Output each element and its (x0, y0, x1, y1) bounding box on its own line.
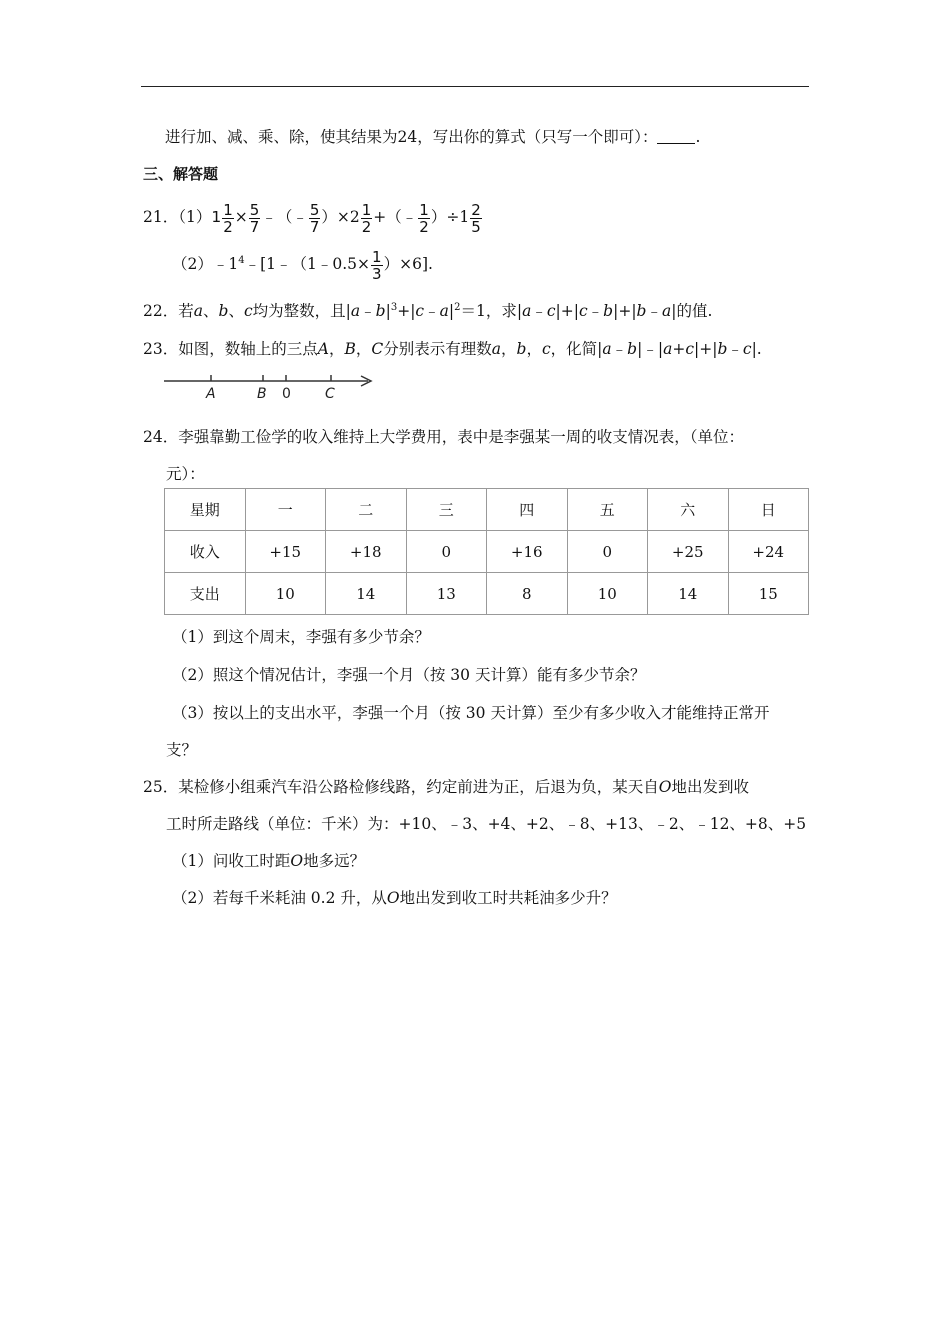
table-cell: 日 (728, 489, 809, 531)
table-cell: 一 (245, 489, 326, 531)
table-cell: +24 (728, 531, 809, 573)
label-b: B (257, 386, 267, 402)
table-cell: 二 (326, 489, 407, 531)
number-line (160, 370, 380, 404)
q24-sub1: （1）到这个周末，李强有多少节余？ (172, 628, 430, 646)
label-0: 0 (282, 386, 291, 402)
q25-line1: 25．某检修小组乘汽车沿公路检修线路，约定前进为正，后退为负，某天自O地出发到收 (143, 778, 749, 796)
q23: 23．如图，数轴上的三点A，B，C分别表示有理数a，b，c，化简|a﹣b|﹣|a+c|+|b﹣c|. (143, 340, 762, 358)
fraction: $\frac{1}{3}$ (372, 247, 382, 283)
q20-tail: 进行加、减、乘、除，使其结果为24，写出你的算式（只写一个即可）： . (165, 128, 701, 146)
table-cell: 六 (648, 489, 729, 531)
table-cell: 0 (406, 531, 487, 573)
label-a: A (206, 386, 216, 402)
table-row-header (165, 489, 809, 531)
table-cell: +25 (648, 531, 729, 573)
header-rule (141, 86, 809, 87)
table-cell: 四 (487, 489, 568, 531)
table-cell: 14 (326, 573, 407, 615)
fraction: $\frac{1}{2}$ (361, 200, 372, 236)
q22: 22．若a、b、c均为整数，且$|a﹣b|^3+|c﹣a|^2=1$，求|a﹣c|+|c﹣b|+|b﹣a|的值. (143, 301, 713, 320)
q24-line2: 元）： (166, 465, 205, 483)
fraction: $\frac{1}{2}$ (223, 200, 233, 236)
table-cell: 14 (648, 573, 729, 615)
table-cell: 支出 (165, 573, 246, 615)
table-cell: 收入 (165, 531, 246, 573)
answer-blank (657, 129, 695, 144)
table-cell: 三 (406, 489, 487, 531)
table-cell: +18 (326, 531, 407, 573)
table-cell: 10 (245, 573, 326, 615)
q24-line1: 24．李强靠勤工俭学的收入维持上大学费用，表中是李强某一周的收支情况表，（单位： (143, 428, 744, 446)
q24-sub3: （3）按以上的支出水平，李强一个月（按 30 天计算）至少有多少收入才能维持正常开 (172, 704, 770, 722)
table-cell: 8 (487, 573, 568, 615)
table-cell: 星期 (165, 489, 246, 531)
table-cell: 15 (728, 573, 809, 615)
fraction: $\frac{2}{5}$ (471, 200, 481, 236)
table-cell: 13 (406, 573, 487, 615)
table-cell: 0 (567, 531, 648, 573)
table-cell: 五 (567, 489, 648, 531)
q25-sub2: （2）若每千米耗油 0.2 升，从O地出发到收工时共耗油多少升？ (172, 889, 617, 907)
q25-sub1: （1）问收工时距O地多远？ (172, 852, 366, 870)
q21-part1: 21．（1）1 $\frac{1}{2}$ × $\frac{5}{7}$ ﹣（﹣ $\frac{5}{7}$ ）×2 $\frac{1}{2}$ +（﹣ $\frac{1}{2}$ ）÷1 $\frac{2}{5}$ (143, 200, 481, 236)
q24-sub3-cont: 支？ (166, 741, 198, 759)
table-row-income (165, 531, 809, 573)
q24-sub2: （2）照这个情况估计，李强一个月（按 30 天计算）能有多少节余？ (172, 666, 646, 684)
table-row-expense (165, 573, 809, 615)
label-c: C (325, 386, 335, 402)
table-cell: 10 (567, 573, 648, 615)
section-title: 三、解答题 (143, 165, 219, 183)
table-cell: +15 (245, 531, 326, 573)
q21-part2: $(2)﹣1^4﹣[1﹣(1﹣0.5\times$ $\frac{1}{3}$ ）×6]. (172, 247, 433, 283)
table-cell: +16 (487, 531, 568, 573)
income-expense-table (164, 488, 809, 615)
fraction: $\frac{5}{7}$ (249, 200, 260, 236)
q25-line2: 工时所走路线（单位：千米）为：+10、﹣3、+4、+2、﹣8、+13、﹣2、﹣12、+8、+5 (166, 815, 807, 833)
fraction: $\frac{1}{2}$ (419, 200, 429, 236)
fraction: $\frac{5}{7}$ (309, 200, 320, 236)
